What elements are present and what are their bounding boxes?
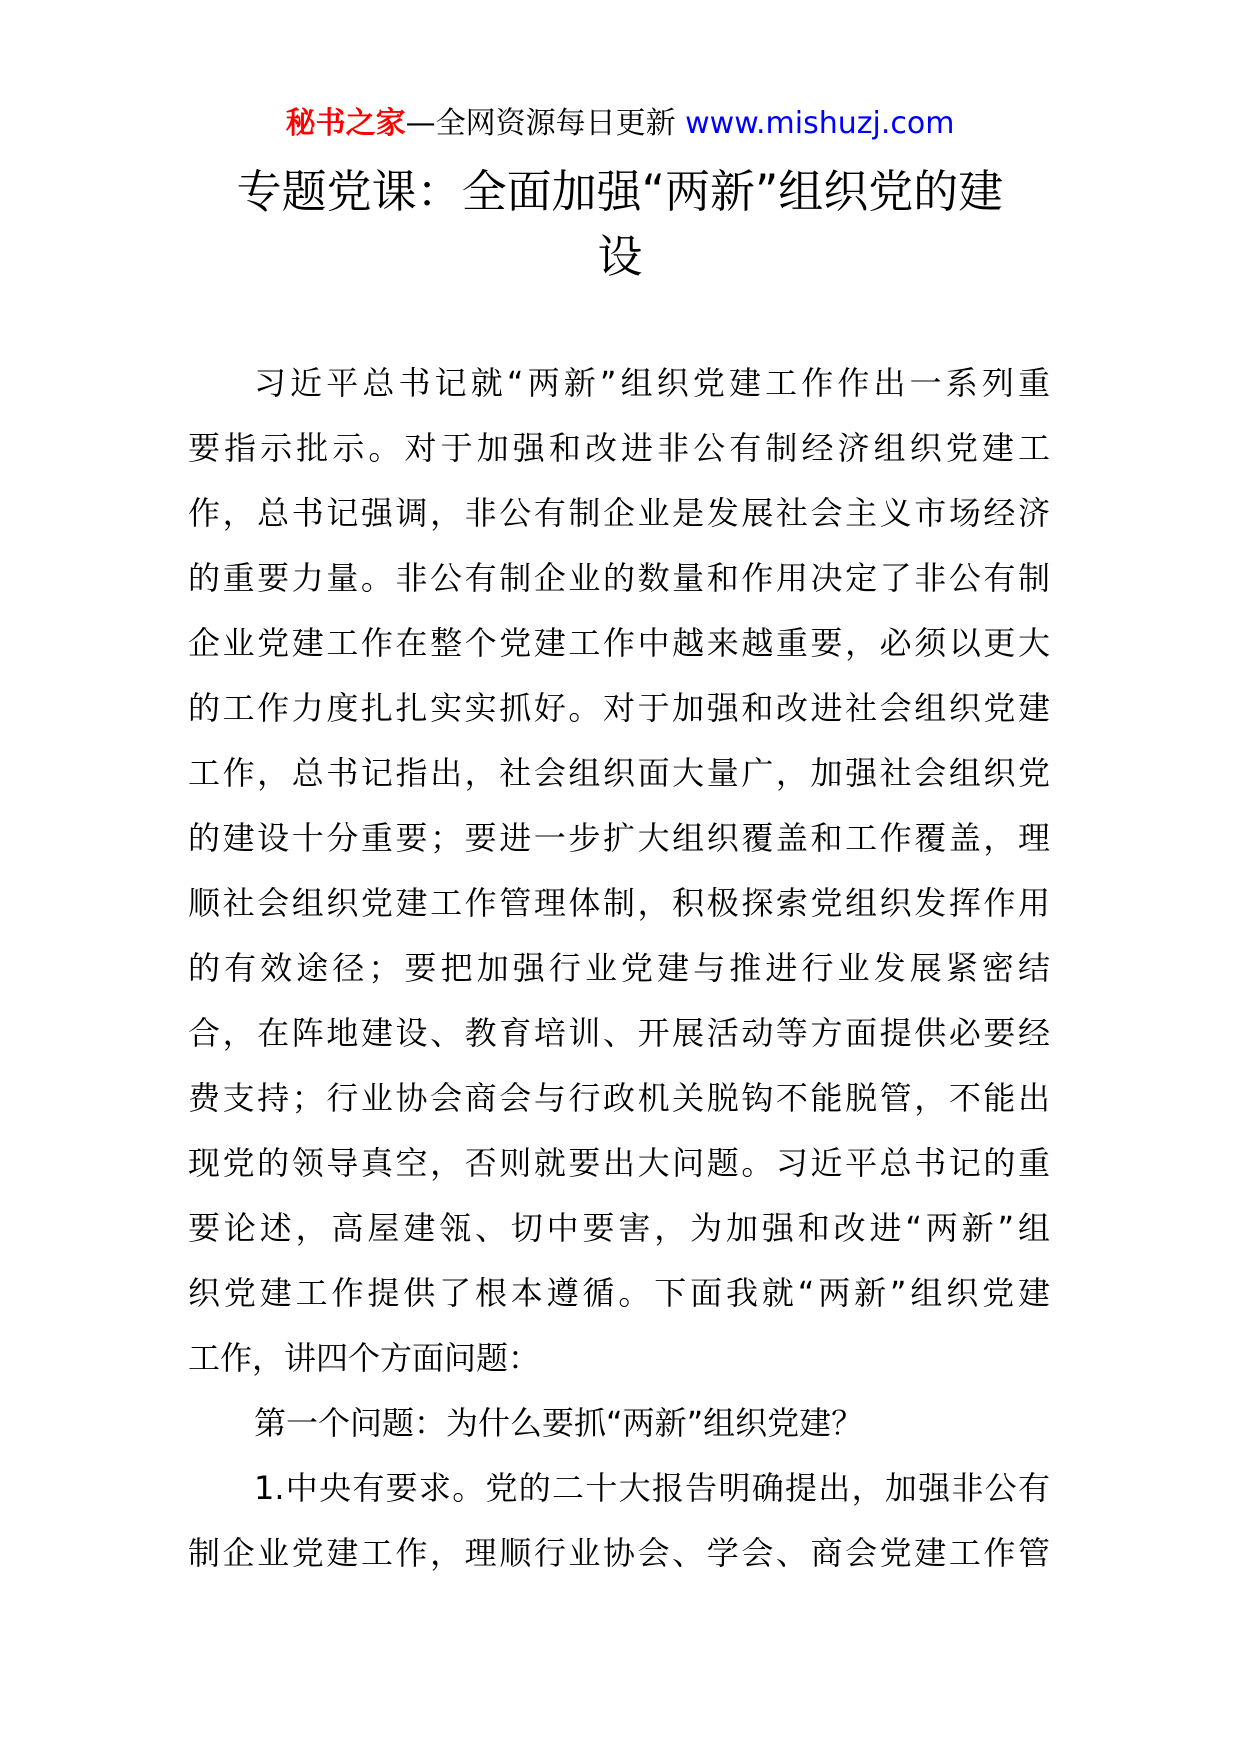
body-line: 要论述，高屋建瓴、切中要害，为加强和改进“两新”组 bbox=[188, 1209, 1050, 1247]
watermark-header bbox=[0, 104, 1240, 144]
body-line: 顺社会组织党建工作管理体制，积极探索党组织发挥作用 bbox=[188, 884, 1050, 922]
body-line: 织党建工作提供了根本遵循。下面我就“两新”组织党建 bbox=[188, 1274, 1050, 1312]
body-line: 工作，讲四个方面问题： bbox=[188, 1339, 541, 1377]
body-line: 工作，总书记指出，社会组织面大量广，加强社会组织党 bbox=[188, 754, 1050, 792]
section-heading: 第一个问题：为什么要抓“两新”组织党建？ bbox=[254, 1404, 864, 1442]
body-line: 制企业党建工作，理顺行业协会、学会、商会党建工作管 bbox=[188, 1534, 1050, 1572]
document-title-line-2: 设 bbox=[597, 230, 643, 283]
body-line: 费支持；行业协会商会与行政机关脱钩不能脱管，不能出 bbox=[188, 1079, 1050, 1117]
document-body bbox=[188, 358, 1050, 1593]
body-line: 企业党建工作在整个党建工作中越来越重要，必须以更大 bbox=[188, 624, 1050, 662]
body-line: 作，总书记强调，非公有制企业是发展社会主义市场经济 bbox=[188, 494, 1050, 532]
body-line: 1.中央有要求。党的二十大报告明确提出，加强非公有 bbox=[254, 1469, 1050, 1507]
body-line: 的重要力量。非公有制企业的数量和作用决定了非公有制 bbox=[188, 559, 1050, 597]
body-line: 的建设十分重要；要进一步扩大组织覆盖和工作覆盖，理 bbox=[188, 819, 1050, 857]
body-line: 合，在阵地建设、教育培训、开展活动等方面提供必要经 bbox=[188, 1014, 1050, 1052]
body-line: 要指示批示。对于加强和改进非公有制经济组织党建工 bbox=[188, 429, 1050, 467]
body-line: 现党的领导真空，否则就要出大问题。习近平总书记的重 bbox=[188, 1144, 1050, 1182]
body-line: 的工作力度扎扎实实抓好。对于加强和改进社会组织党建 bbox=[188, 689, 1050, 727]
site-brand: 秘书之家 bbox=[285, 106, 406, 141]
body-line: 习近平总书记就“两新”组织党建工作作出一系列重 bbox=[254, 364, 1050, 402]
body-line: 的有效途径；要把加强行业党建与推进行业发展紧密结 bbox=[188, 949, 1050, 987]
site-tagline: —全网资源每日更新 bbox=[405, 106, 686, 141]
site-url-link[interactable]: www.mishuzj.com bbox=[685, 106, 955, 141]
document-title-line-1: 专题党课：全面加强“两新”组织党的建 bbox=[236, 165, 1004, 218]
